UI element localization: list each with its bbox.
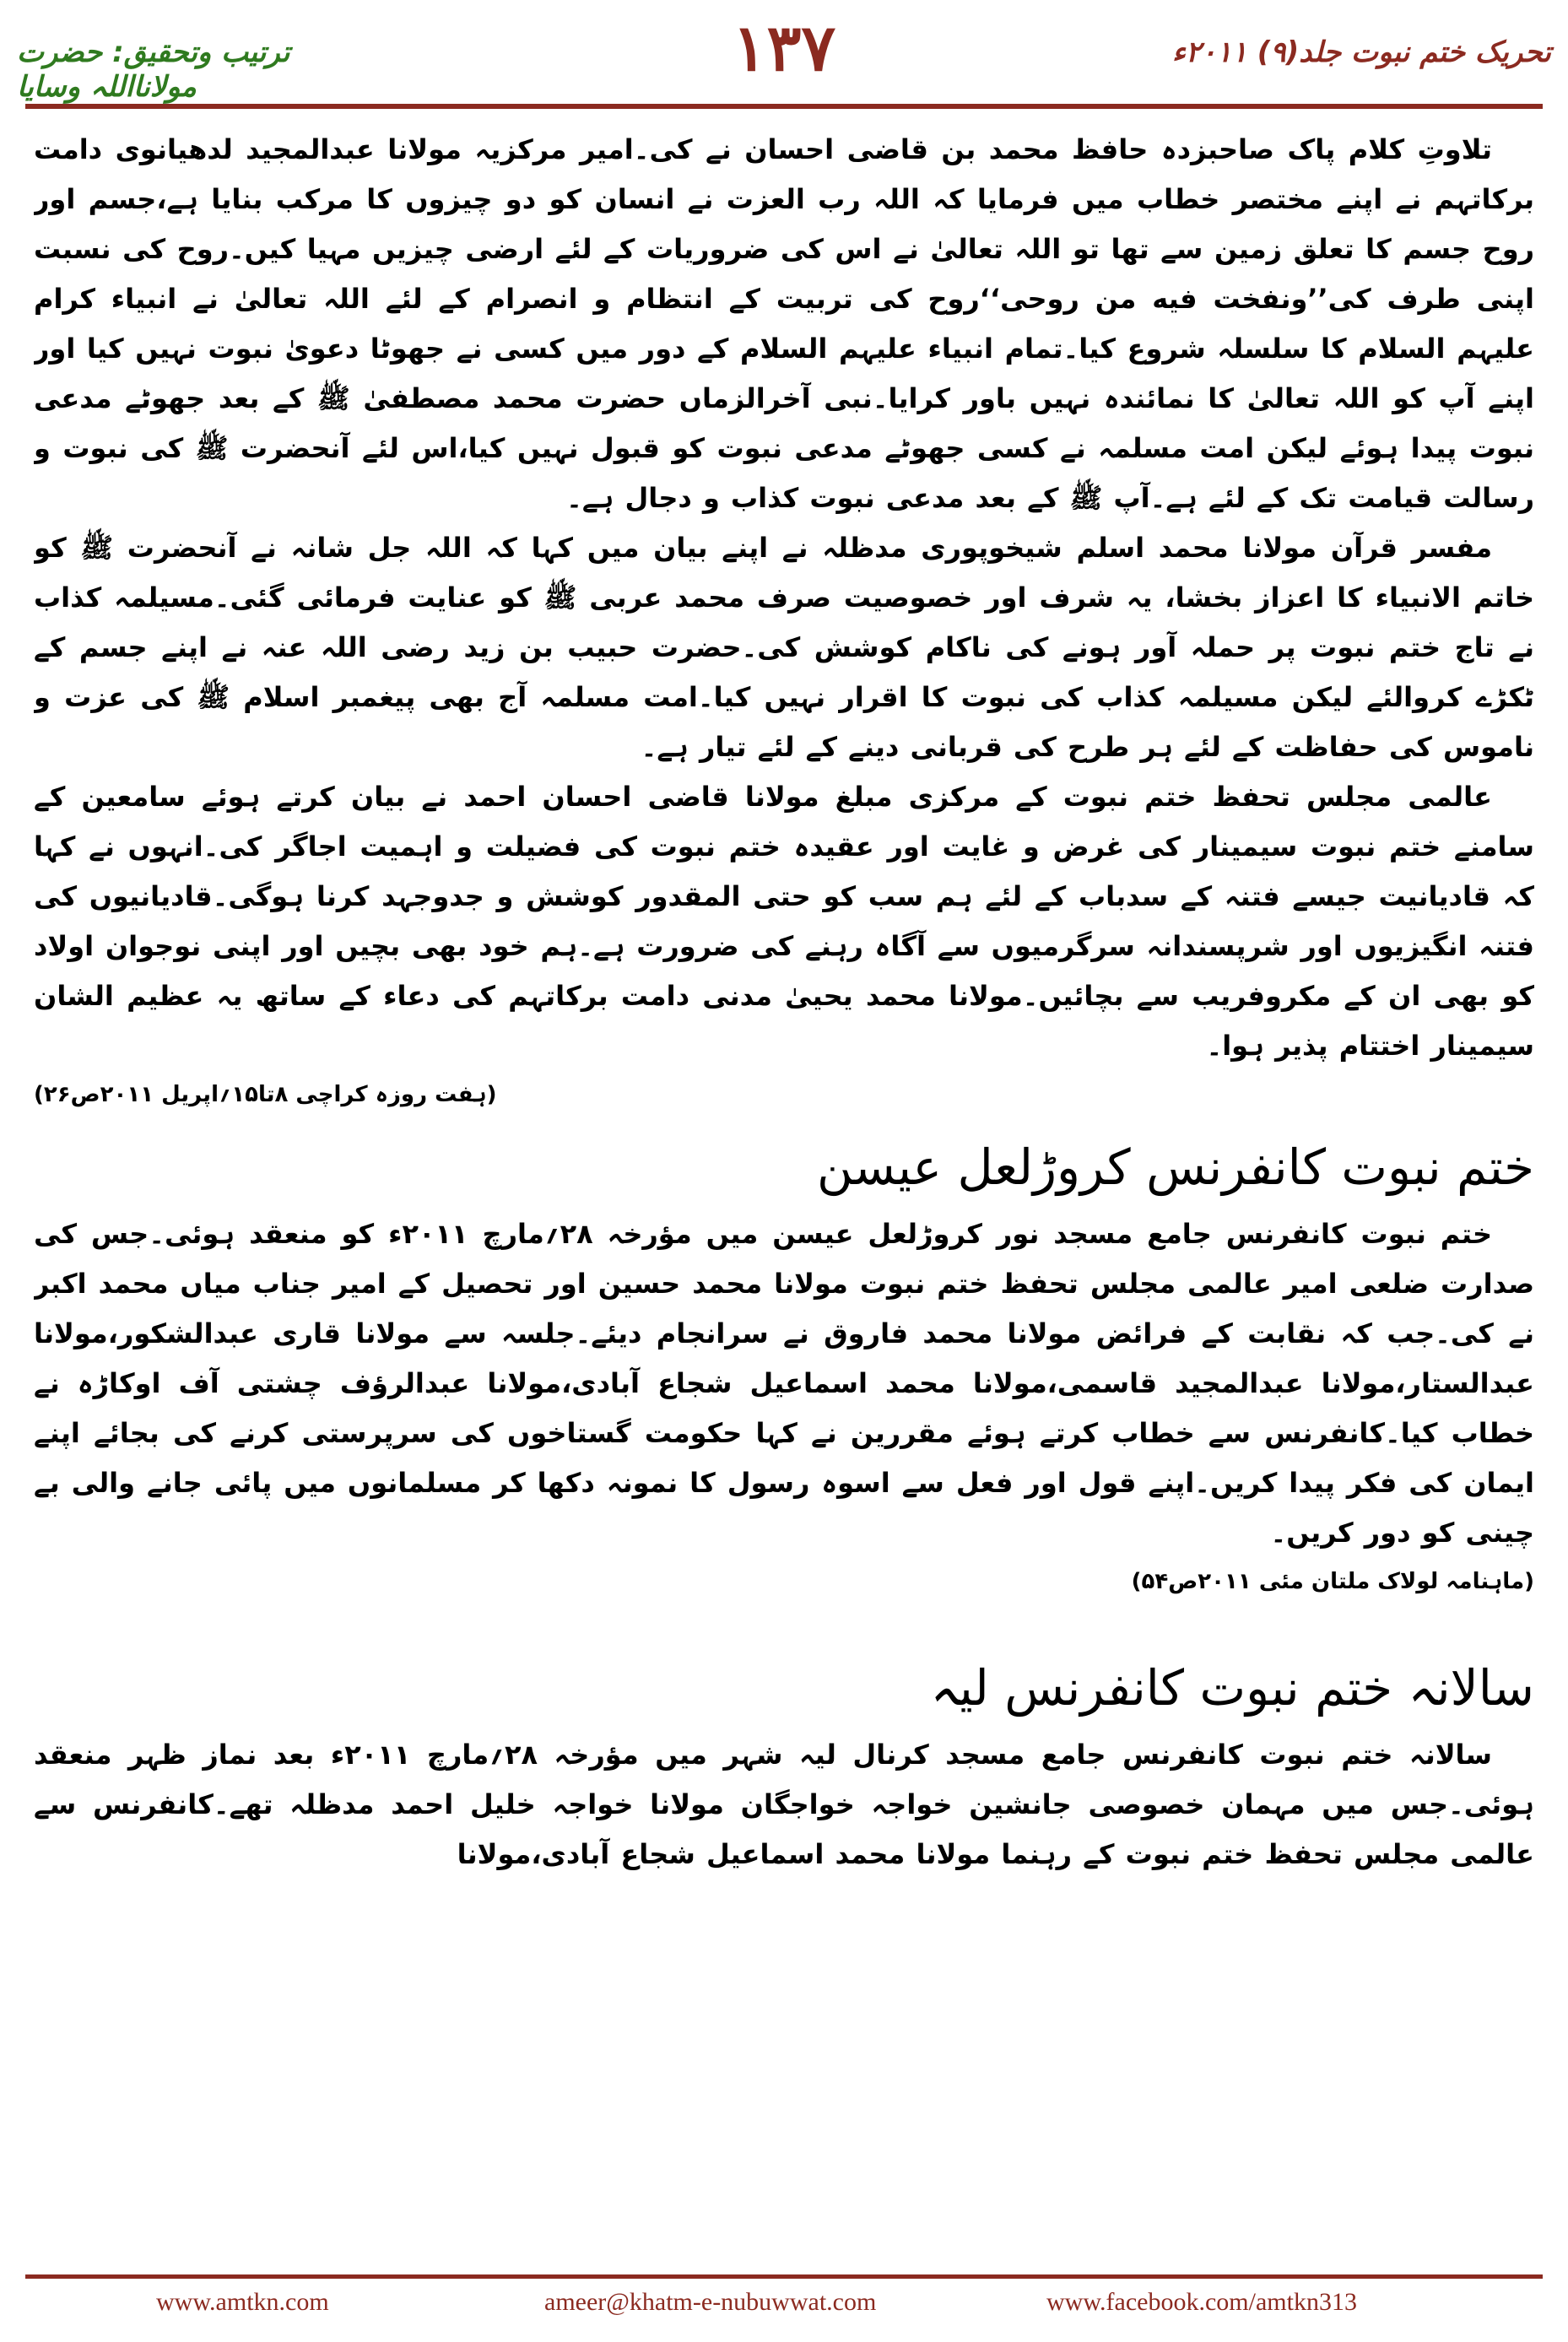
header-book-title: تحریک ختم نبوت جلد(۹) ۲۰۱۱ء [1171,35,1551,69]
footer-facebook-link[interactable]: www.facebook.com/amtkn313 [1046,2288,1357,2316]
paragraph-3: عالمی مجلس تحفظ ختم نبوت کے مرکزی مبلغ مولانا قاضی احسان احمد نے بیان کرتے ہوئے سامعین کے سامنے ختم نبوت سیمینار کی غرض و غایت اور عقیدہ ختم نبوت کی فضیلت و اہمیت اجاگر کی۔انہوں نے کہا کہ قادیانیت جیسے فتنہ کے سدباب کے لئے ہم سب کو حتی المقدور کوشش و جدوجہد کرنا ہوگی۔قادیانیوں کی فتنہ انگیزیوں اور شرپسندانہ سرگرمیوں سے آگاہ رہنے کی ضرورت ہے۔ہم خود بھی بچیں اور اپنی نوجوان اولاد کو بھی ان کے مکروفریب سے بچائیں۔مولانا محمد یحییٰ مدنی دامت برکاتہم کی دعاء کے ساتھ یہ عظیم الشان سیمینار اختتام پذیر ہوا۔ [34,781,1534,1062]
citation-2: (ماہنامہ لولاک ملتان مئی ۲۰۱۱ص۵۴) [1131,1569,1534,1594]
paragraph-1: تلاوتِ کلام پاک صاحبزدہ حافظ محمد بن قاضی احسان نے کی۔امیر مرکزیہ مولانا عبدالمجید لدھیانوی دامت برکاتہم نے اپنے مختصر خطاب میں فرمایا کہ اللہ رب العزت نے انسان کو دو چیزوں کا مرکب بنایا ہے،جسم اور روح جسم کا تعلق زمین سے تھا تو اللہ تعالیٰ نے اس کی ضروریات کے لئے ارضی چیزیں مہیا کیں۔روح کی نسبت اپنی طرف کی’’ونفخت فیه من روحی‘‘روح کی تربیت کے انتظام و انصرام کے لئے اللہ تعالیٰ نے انبیاء کرام علیہم السلام کا سلسلہ شروع کیا۔تمام انبیاء علیہم السلام کے دور میں کسی نے جھوٹا دعویٰ نبوت نہیں کیا اور اپنے آپ کو اللہ تعالیٰ کا نمائندہ نہیں باور کرایا۔نبی آخرالزماں حضرت محمد مصطفیٰ ﷺ کے بعد جھوٹے مدعی نبوت پیدا ہوئے لیکن امت مسلمہ نے کسی جھوٹے مدعی نبوت کو قبول نہیں کیا،اس لئے آنحضرت ﷺ کی نبوت و رسالت قیامت تک کے لئے ہے۔آپ ﷺ کے بعد مدعی نبوت کذاب و دجال ہے۔ [34,133,1534,514]
page-body [34,125,1534,2252]
page-footer [0,2274,1568,2342]
paragraph-2: مفسر قرآن مولانا محمد اسلم شیخوپوری مدظلہ نے اپنے بیان میں کہا کہ اللہ جل شانہ نے آنحضرت ﷺ کو خاتم الانبیاء کا اعزاز بخشا، یہ شرف اور خصوصیت صرف محمد عربی ﷺ کو عنایت فرمائی گئی۔مسیلمہ کذاب نے تاج ختم نبوت پر حملہ آور ہونے کی ناکام کوشش کی۔حضرت حبیب بن زید رضی اللہ عنہ نے اپنے جسم کے ٹکڑے کروالئے لیکن مسیلمہ کذاب کی نبوت کا اقرار نہیں کیا۔امت مسلمہ آج بھی پیغمبر اسلام ﷺ کی عزت و ناموس کی حفاظت کے لئے ہر طرح کی قربانی دینے کے لئے تیار ہے۔ [34,532,1534,763]
header-author: ترتیب وتحقیق: حضرت مولانااللہ وسایا [17,35,290,104]
footer-email-link[interactable]: ameer@khatm-e-nubuwwat.com [544,2288,877,2316]
footer-website-link[interactable]: www.amtkn.com [156,2288,329,2316]
paragraph-5: سالانہ ختم نبوت کانفرنس جامع مسجد کرنال لیہ شہر میں مؤرخہ ۲۸؍مارچ ۲۰۱۱ء بعد نماز ظہر منعقد ہوئی۔جس میں مہمان خصوصی جانشین خواجہ خواجگان مولانا خواجہ خلیل احمد مدظلہ تھے۔کانفرنس سے عالمی مجلس تحفظ ختم نبوت کے رہنما مولانا محمد اسماعیل شجاع آبادی،مولانا [34,1739,1534,1870]
footer-divider [25,2274,1543,2279]
section-heading-2: سالانہ ختم نبوت کانفرنس لیہ [930,1659,1534,1717]
section-heading-1: ختم نبوت کانفرنس کروڑلعل عیسن [817,1139,1534,1196]
header-divider [25,104,1543,109]
page-header [0,0,1568,127]
paragraph-4: ختم نبوت کانفرنس جامع مسجد نور کروڑلعل عیسن میں مؤرخہ ۲۸؍مارچ ۲۰۱۱ء کو منعقد ہوئی۔جس کی صدارت ضلعی امیر عالمی مجلس تحفظ ختم نبوت مولانا محمد حسین اور تحصیل کے امیر جناب میاں محمد اکبر نے کی۔جب کہ نقابت کے فرائض مولانا محمد فاروق نے سرانجام دیئے۔جلسہ سے مولانا قاری عبدالشکور،مولانا عبدالستار،مولانا عبدالمجید قاسمی،مولانا محمد اسماعیل شجاع آبادی،مولانا عبدالرؤف چشتی آف اوکاڑہ نے خطاب کیا۔کانفرنس سے خطاب کرتے ہوئے مقررین نے کہا حکومت گستاخوں کی سرپرستی کرنے کی بجائے اپنے ایمان کی فکر پیدا کریں۔اپنے قول اور فعل سے اسوہ رسول کا نمونہ دکھا کر مسلمانوں میں پائی جانے والی بے چینی کو دور کریں۔ [34,1218,1534,1549]
citation-1: (ہفت روزہ کراچی ۸تا۱۵؍اپریل ۲۰۱۱ص۲۶) [34,1082,497,1107]
page-number: ۱۳۷ [732,10,836,85]
